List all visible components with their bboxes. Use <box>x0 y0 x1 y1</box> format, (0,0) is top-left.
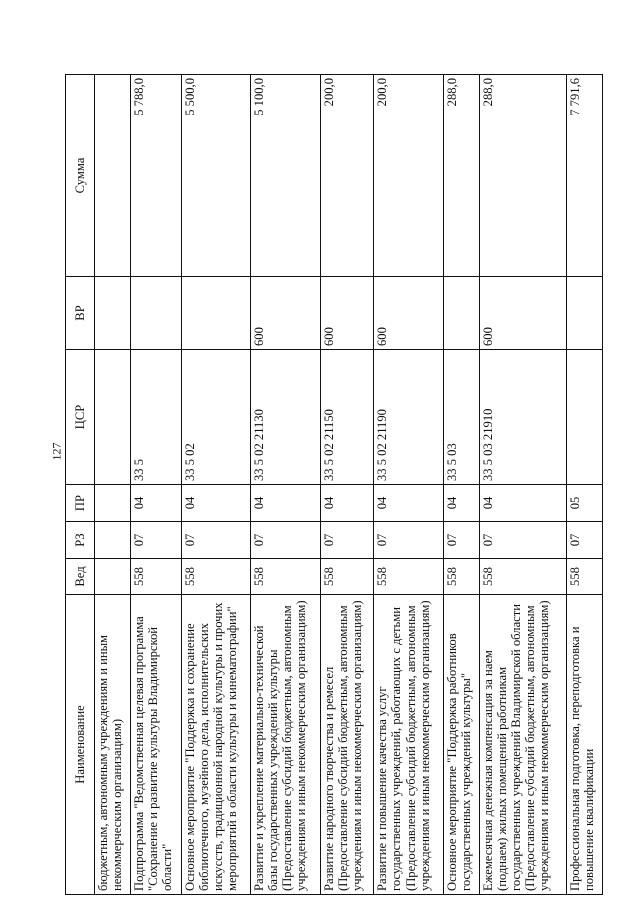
cell-pr <box>95 485 131 522</box>
page-number: 127 <box>49 442 64 461</box>
table-row <box>181 75 250 895</box>
cell-pr: 04 <box>374 485 443 522</box>
cell-rz: 07 <box>320 522 374 559</box>
cell-vr: 600 <box>374 277 443 350</box>
table-row <box>443 75 479 895</box>
cell-pr: 04 <box>251 485 320 522</box>
header-csr: ЦСР <box>66 350 95 485</box>
cell-name: бюджетным, автономным учреждениям и иным некоммерческим организациям) <box>95 595 131 895</box>
table-row <box>320 75 374 895</box>
cell-vr <box>130 277 181 350</box>
table-row <box>95 75 131 895</box>
cell-vr: 600 <box>479 277 566 350</box>
cell-csr: 33 5 02 21150 <box>320 350 374 485</box>
table-row <box>251 75 320 895</box>
rotated-table-container <box>65 75 603 895</box>
cell-sum: 200,0 <box>320 75 374 277</box>
cell-ved: 558 <box>567 559 603 595</box>
table-row <box>567 75 603 895</box>
cell-ved: 558 <box>181 559 250 595</box>
cell-csr: 33 5 02 21190 <box>374 350 443 485</box>
cell-name: Профессиональная подготовка, переподготовка и повышение квалификации <box>567 595 603 895</box>
cell-vr <box>443 277 479 350</box>
cell-sum: 5 100,0 <box>251 75 320 277</box>
cell-pr: 04 <box>130 485 181 522</box>
cell-vr <box>567 277 603 350</box>
cell-csr: 33 5 02 <box>181 350 250 485</box>
header-row <box>66 75 95 895</box>
header-ved: Вед <box>66 559 95 595</box>
cell-name: Подпрограмма "Ведомственная целевая программа "Сохранение и развитие культуры Владимирской области" <box>130 595 181 895</box>
cell-rz: 07 <box>251 522 320 559</box>
cell-pr: 04 <box>479 485 566 522</box>
cell-rz: 07 <box>567 522 603 559</box>
cell-csr: 33 5 03 21910 <box>479 350 566 485</box>
cell-vr: 600 <box>251 277 320 350</box>
cell-sum: 200,0 <box>374 75 443 277</box>
cell-name: Развитие и повышение качества услуг государственных учреждений, работающих с детьми (Предоставление субсидий бюджетным, автономным учреждениям и иным некоммерческим организациям) <box>374 595 443 895</box>
cell-pr: 04 <box>320 485 374 522</box>
cell-sum: 288,0 <box>479 75 566 277</box>
budget-table <box>65 74 603 895</box>
cell-name: Развитие и укрепление материально-технической базы государственных учреждений культуры (Предоставление субсидий бюджетным, автономным учреждениям и иным некоммерческим организациям) <box>251 595 320 895</box>
cell-ved: 558 <box>130 559 181 595</box>
cell-vr: 600 <box>320 277 374 350</box>
cell-rz: 07 <box>130 522 181 559</box>
cell-name: Ежемесячная денежная компенсация за наем (поднаем) жилых помещений работникам государственных учреждений Владимирской области (Предоставление субсидий бюджетным, автономным учреждениям и иным некоммерческим организациям) <box>479 595 566 895</box>
header-rz: РЗ <box>66 522 95 559</box>
table-body <box>95 75 603 895</box>
cell-rz <box>95 522 131 559</box>
cell-csr <box>567 350 603 485</box>
cell-csr: 33 5 02 21130 <box>251 350 320 485</box>
table-row <box>374 75 443 895</box>
table-row <box>479 75 566 895</box>
cell-name: Развитие народного творчества и ремесел (Предоставление субсидий бюджетным, автономным учреждениям и иным некоммерческим организациям) <box>320 595 374 895</box>
table-header <box>66 75 95 895</box>
cell-ved: 558 <box>443 559 479 595</box>
cell-name: Основное мероприятие "Поддержка и сохранение библиотечного, музейного дела, исполнительских искусств, традиционной народной культуры и прочих мероприятий в области культуры и кинематографии" <box>181 595 250 895</box>
cell-rz: 07 <box>479 522 566 559</box>
table-row <box>130 75 181 895</box>
cell-csr <box>95 350 131 485</box>
cell-vr <box>181 277 250 350</box>
cell-pr: 04 <box>181 485 250 522</box>
header-sum: Сумма <box>66 75 95 277</box>
cell-sum: 5 500,0 <box>181 75 250 277</box>
header-vr: ВР <box>66 277 95 350</box>
header-name: Наименование <box>66 595 95 895</box>
cell-rz: 07 <box>443 522 479 559</box>
cell-ved: 558 <box>374 559 443 595</box>
header-pr: ПР <box>66 485 95 522</box>
cell-csr: 33 5 <box>130 350 181 485</box>
cell-ved: 558 <box>320 559 374 595</box>
cell-sum: 288,0 <box>443 75 479 277</box>
cell-rz: 07 <box>374 522 443 559</box>
cell-vr <box>95 277 131 350</box>
cell-ved: 558 <box>479 559 566 595</box>
cell-csr: 33 5 03 <box>443 350 479 485</box>
cell-sum <box>95 75 131 277</box>
cell-sum: 7 791,6 <box>567 75 603 277</box>
table-frame <box>65 75 603 895</box>
cell-sum: 5 788,0 <box>130 75 181 277</box>
cell-ved <box>95 559 131 595</box>
cell-rz: 07 <box>181 522 250 559</box>
cell-name: Основное мероприятие "Поддержка работников государственных учреждений культуры" <box>443 595 479 895</box>
cell-pr: 04 <box>443 485 479 522</box>
cell-ved: 558 <box>251 559 320 595</box>
cell-pr: 05 <box>567 485 603 522</box>
